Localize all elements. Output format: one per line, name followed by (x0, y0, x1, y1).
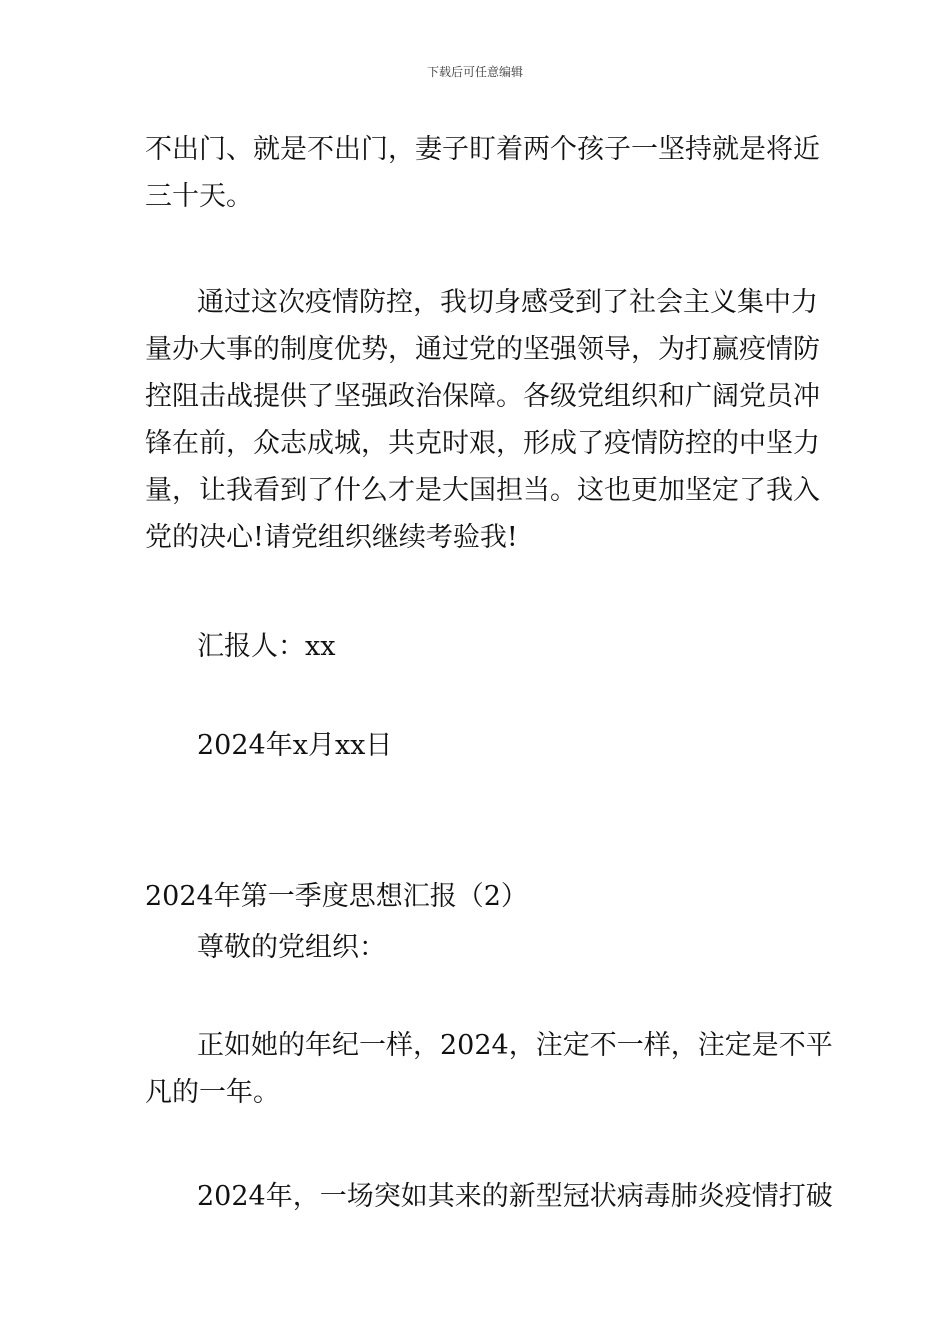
paragraph-line: 2024年，一场突如其来的新型冠状病毒肺炎疫情打破 (197, 1181, 833, 1212)
salutation: 尊敬的党组织： (197, 932, 386, 963)
paragraph-line: 量，让我看到了什么才是大国担当。这也更加坚定了我入 (145, 475, 820, 506)
paragraph-line: 通过这次疫情防控，我切身感受到了社会主义集中力 (197, 287, 818, 318)
paragraph-line: 三十天。 (145, 181, 253, 212)
reporter-line: 汇报人：xx (197, 631, 336, 662)
section-title: 2024年第一季度思想汇报（2） (145, 881, 528, 912)
page-header-watermark: 下载后可任意编辑 (426, 65, 523, 79)
paragraph-line: 控阻击战提供了坚强政治保障。各级党组织和广阔党员冲 (145, 381, 820, 412)
paragraph-line: 不出门、就是不出门，妻子盯着两个孩子一坚持就是将近 (145, 134, 820, 165)
date-line: 2024年x月xx日 (197, 730, 393, 761)
paragraph-line: 正如她的年纪一样，2024，注定不一样，注定是不平 (197, 1030, 833, 1061)
paragraph-line: 凡的一年。 (145, 1077, 280, 1108)
paragraph-line: 锋在前，众志成城，共克时艰，形成了疫情防控的中坚力 (145, 428, 820, 459)
paragraph-line: 党的决心!请党组织继续考验我! (145, 522, 518, 553)
paragraph-line: 量办大事的制度优势，通过党的坚强领导，为打赢疫情防 (145, 334, 820, 365)
